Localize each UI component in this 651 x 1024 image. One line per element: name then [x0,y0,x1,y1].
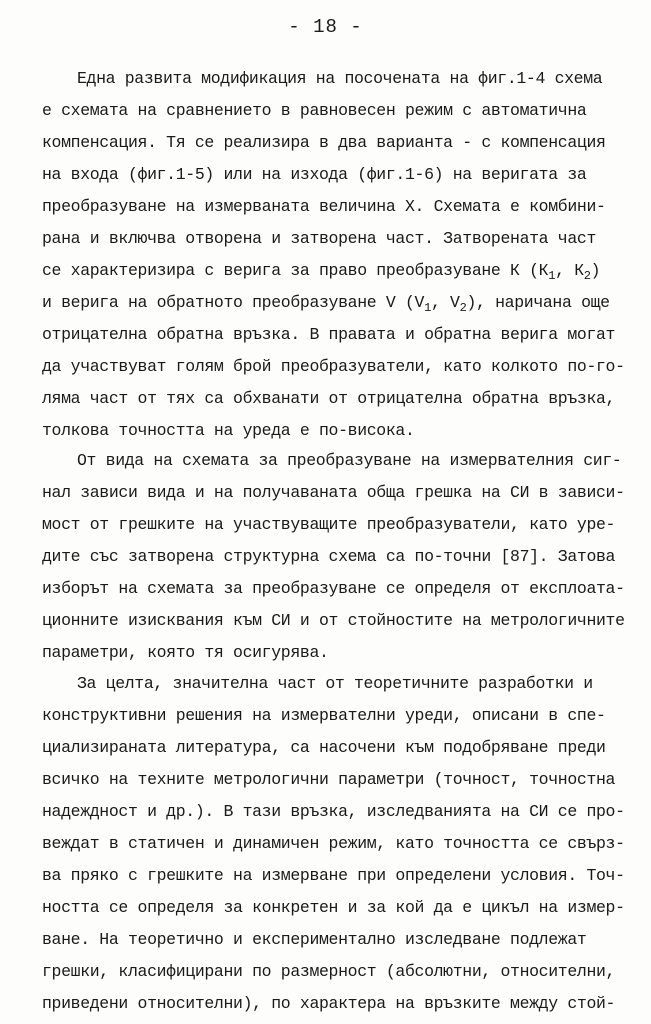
text-line: надеждност и др.). В тази връзка, изследванията на СИ се про- [42,802,625,821]
text-line-with-subscripts [42,259,600,283]
text-line: толкова точността на уреда е по-висока. [42,421,415,440]
text-line: За целта, значителна част от теоретичните разработки и [77,674,593,693]
text-line: приведени относителни), по характера на връзките между стой- [42,994,616,1013]
text-line: циализираната литература, са насочени към подобряване преди [42,738,606,757]
text-line: конструктивни решения на измервателни уреди, описани в спе- [42,706,606,725]
text-line: ционните изисквания към СИ и от стойностите на метрологичните [42,611,625,630]
text-line: е схемата на сравнението в равновесен режим с автоматична [42,101,587,120]
text-segment: ) [590,261,601,280]
text-segment: и верига на обратното преобразуване V (V [42,293,425,312]
text-line: Една развита модификация на посочената на фиг.1-4 схема [77,69,603,88]
text-line: да участвуват голям брой преобразуватели, като колкото по-го- [42,357,625,376]
text-line-with-subscripts [42,291,610,315]
text-line: ване. На теоретично и експериментално изследване подлежат [42,930,587,949]
text-line: мост от грешките на участвуващите преобразуватели, като уре- [42,515,616,534]
text-line: грешки, класифицирани по размерност (абсолютни, относителни, [42,962,616,981]
text-line: ва пряко с грешките на измерване при определени условия. Точ- [42,866,625,885]
subscript: 1 [424,301,431,315]
text-segment: ), наричана още [466,293,610,312]
text-line: ляма част от тях са обхванати от отрицателна обратна връзка, [42,389,616,408]
text-line: параметри, която тя осигурява. [42,643,329,662]
page-number: - 18 - [288,16,363,38]
text-line: компенсация. Тя се реализира в два варианта - с компенсация [42,133,606,152]
text-line: веждат в статичен и динамичен режим, като точността се свърз- [42,834,625,853]
subscript: 2 [459,301,467,315]
text-line: изборът на схемата за преобразуване се определя от експлоата- [42,579,625,598]
text-line: От вида на схемата за преобразуване на измервателния сиг- [77,451,622,470]
text-segment: се характеризира с верига за право преобразуване К (К [42,261,549,280]
text-line: на входа (фиг.1-5) или на изхода (фиг.1-6) на веригата за [42,165,587,184]
text-line: отрицателна обратна връзка. В правата и обратна верига могат [42,325,616,344]
subscript: 2 [583,269,591,283]
text-line: нал зависи вида и на получаваната обща грешка на СИ в зависи- [42,483,625,502]
text-line: дите със затворена структурна схема са по-точни [87]. Затова [42,547,616,566]
text-segment: , К [555,261,584,280]
text-segment: , V [430,293,460,312]
subscript: 1 [548,269,556,283]
text-line: ността се определя за конкретен и за кой да е цикъл на измер- [42,898,625,917]
text-line: преобразуване на измерваната величина Х. Схемата е комбини- [42,197,606,216]
text-line: рана и включва отворена и затворена част. Затворената част [42,229,596,248]
text-line: всичко на техните метрологични параметри (точност, точностна [42,770,616,789]
